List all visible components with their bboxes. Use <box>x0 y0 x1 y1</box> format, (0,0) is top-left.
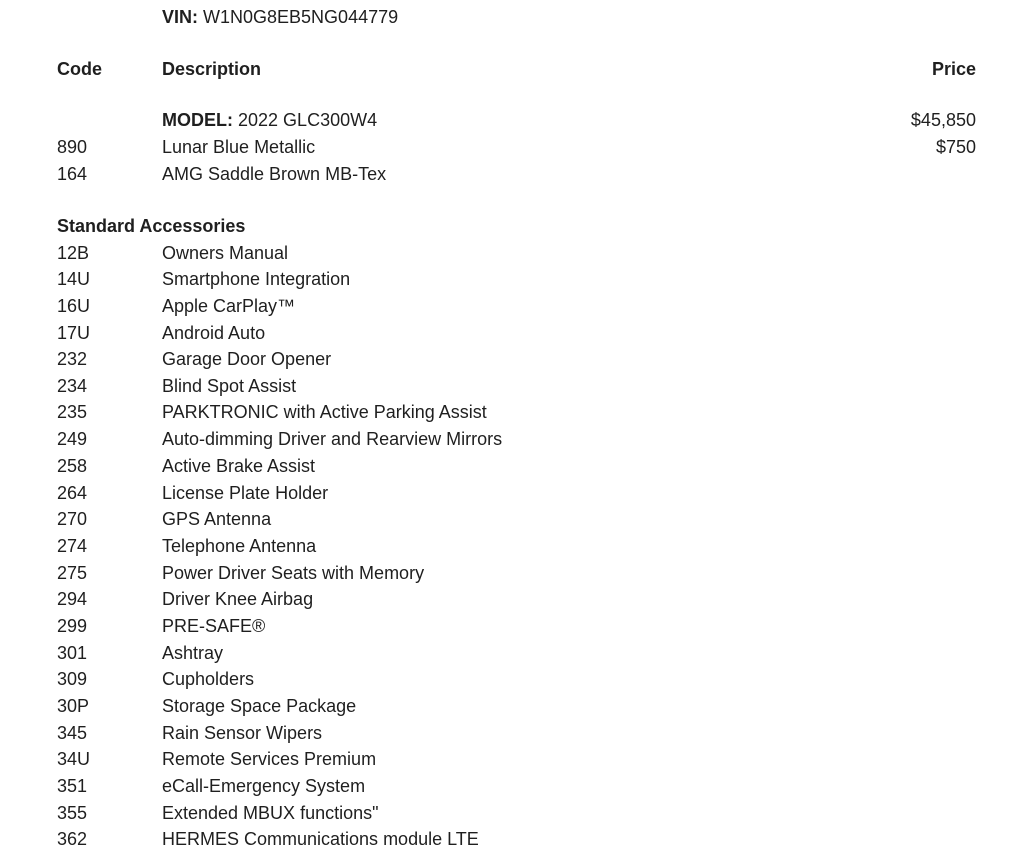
item-code: 362 <box>57 829 88 849</box>
vin-label: VIN: <box>162 7 198 27</box>
list-item <box>0 800 1024 826</box>
item-description: Ashtray <box>162 643 224 663</box>
item-code: 235 <box>57 402 88 422</box>
item-description: eCall-Emergency System <box>162 776 366 796</box>
list-item <box>0 426 1024 452</box>
item-description: PRE-SAFE® <box>162 616 266 636</box>
list-item <box>0 560 1024 586</box>
list-item <box>0 586 1024 612</box>
item-description: Blind Spot Assist <box>162 376 297 396</box>
item-description: Power Driver Seats with Memory <box>162 563 425 583</box>
item-description: GPS Antenna <box>162 509 272 529</box>
item-code: 270 <box>57 509 88 529</box>
item-code: 249 <box>57 429 88 449</box>
item-description: Remote Services Premium <box>162 749 377 769</box>
item-description: Android Auto <box>162 323 266 343</box>
item-description: Owners Manual <box>162 243 289 263</box>
list-item <box>0 746 1024 772</box>
list-item <box>0 613 1024 639</box>
list-item <box>0 240 1024 266</box>
list-item <box>0 320 1024 346</box>
item-code: 17U <box>57 323 91 343</box>
item-description: License Plate Holder <box>162 483 329 503</box>
list-item <box>0 373 1024 399</box>
list-item <box>0 480 1024 506</box>
item-code: 12B <box>57 243 90 263</box>
item-description: HERMES Communications module LTE <box>162 829 479 849</box>
item-code: 258 <box>57 456 88 476</box>
item-description: Telephone Antenna <box>162 536 317 556</box>
item-description: PARKTRONIC with Active Parking Assist <box>162 402 487 422</box>
item-code: 351 <box>57 776 88 796</box>
list-item <box>0 826 1024 852</box>
item-description: Extended MBUX functions" <box>162 803 379 823</box>
list-item <box>0 266 1024 292</box>
option-code: 164 <box>57 164 88 184</box>
vin-line <box>162 4 398 30</box>
item-code: 299 <box>57 616 88 636</box>
item-description: Rain Sensor Wipers <box>162 723 323 743</box>
item-code: 355 <box>57 803 88 823</box>
option-description: Lunar Blue Metallic <box>162 137 316 157</box>
item-description: Cupholders <box>162 669 255 689</box>
option-row <box>0 161 1024 187</box>
list-item <box>0 399 1024 425</box>
vin-row <box>0 4 1024 30</box>
option-description: AMG Saddle Brown MB-Tex <box>162 164 387 184</box>
item-code: 34U <box>57 749 91 769</box>
item-description: Apple CarPlay™ <box>162 296 296 316</box>
option-code: 890 <box>57 137 88 157</box>
model-value: 2022 GLC300W4 <box>238 110 378 130</box>
item-code: 294 <box>57 589 88 609</box>
code-header: Code <box>57 59 102 79</box>
list-item <box>0 293 1024 319</box>
list-item <box>0 693 1024 719</box>
item-code: 232 <box>57 349 88 369</box>
option-price: $750 <box>935 137 976 157</box>
item-code: 301 <box>57 643 88 663</box>
list-item <box>0 720 1024 746</box>
list-item <box>0 666 1024 692</box>
price-header: Price <box>931 59 976 79</box>
item-description: Garage Door Opener <box>162 349 332 369</box>
item-code: 309 <box>57 669 88 689</box>
list-item <box>0 453 1024 479</box>
item-code: 30P <box>57 696 90 716</box>
item-code: 274 <box>57 536 88 556</box>
list-item <box>0 640 1024 666</box>
standard-accessories-title: Standard Accessories <box>57 216 246 236</box>
model-price: $45,850 <box>910 110 976 130</box>
description-header: Description <box>162 59 262 79</box>
list-item <box>0 773 1024 799</box>
table-header-row <box>0 56 1024 82</box>
item-code: 14U <box>57 269 91 289</box>
item-description: Driver Knee Airbag <box>162 589 314 609</box>
item-description: Auto-dimming Driver and Rearview Mirrors <box>162 429 503 449</box>
model-row <box>0 107 1024 133</box>
standard-accessories-title-row <box>0 213 1024 239</box>
item-code: 345 <box>57 723 88 743</box>
option-row <box>0 134 1024 160</box>
vin-value: W1N0G8EB5NG044779 <box>203 7 399 27</box>
item-description: Storage Space Package <box>162 696 357 716</box>
item-code: 275 <box>57 563 88 583</box>
model-label: MODEL: <box>162 110 233 130</box>
list-item <box>0 506 1024 532</box>
item-code: 234 <box>57 376 88 396</box>
list-item <box>0 346 1024 372</box>
list-item <box>0 533 1024 559</box>
item-description: Active Brake Assist <box>162 456 316 476</box>
item-description: Smartphone Integration <box>162 269 351 289</box>
item-code: 264 <box>57 483 88 503</box>
item-code: 16U <box>57 296 91 316</box>
model-line <box>162 107 377 133</box>
